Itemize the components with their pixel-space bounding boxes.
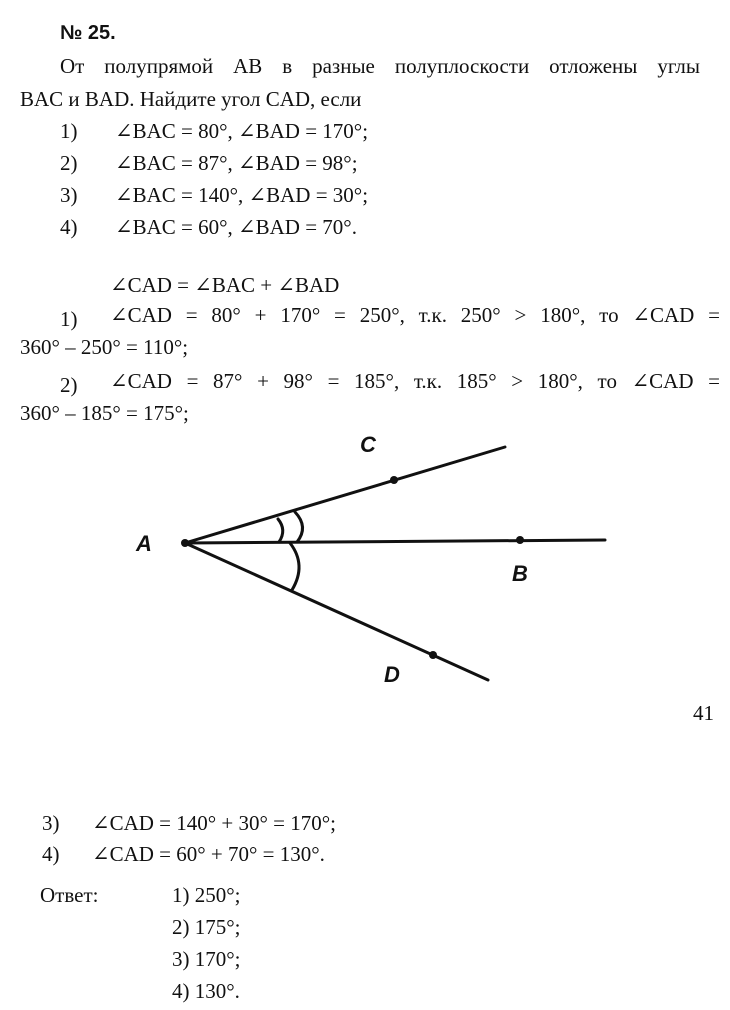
point-b bbox=[516, 536, 524, 544]
label-b: B bbox=[512, 561, 528, 586]
answer-label: Ответ: bbox=[40, 883, 99, 907]
step-4-text: ∠CAD = 60° + 70° = 130°. bbox=[92, 842, 325, 866]
answer-item-1: 1) 250°; bbox=[172, 883, 241, 907]
case-3-number: 3) bbox=[60, 183, 78, 207]
label-d: D bbox=[384, 662, 400, 687]
ray-ab bbox=[185, 540, 605, 543]
problem-statement-line2: BAC и BAD. Найдите угол CAD, если bbox=[20, 87, 362, 111]
step-1-number: 1) bbox=[60, 307, 78, 331]
problem-number: № 25. bbox=[60, 22, 116, 44]
label-a: A bbox=[136, 531, 152, 556]
arc-bac-inner bbox=[278, 519, 283, 542]
step-2-line2: 360° – 185° = 175°; bbox=[20, 401, 189, 425]
answer-item-2: 2) 175°; bbox=[172, 915, 241, 939]
arc-bad bbox=[290, 543, 299, 590]
ray-ac bbox=[185, 447, 505, 543]
case-4-text: ∠BAC = 60°, ∠BAD = 70°. bbox=[115, 215, 357, 239]
answer-item-4: 4) 130°. bbox=[172, 979, 240, 1003]
case-2-number: 2) bbox=[60, 151, 78, 175]
point-a bbox=[181, 539, 189, 547]
label-c: C bbox=[360, 432, 376, 457]
case-2-text: ∠BAC = 87°, ∠BAD = 98°; bbox=[115, 151, 358, 175]
point-d bbox=[429, 651, 437, 659]
answer-item-3: 3) 170°; bbox=[172, 947, 241, 971]
step-2-number: 2) bbox=[60, 373, 78, 397]
step-3-number: 3) bbox=[42, 811, 60, 835]
case-1-text: ∠BAC = 80°, ∠BAD = 170°; bbox=[115, 119, 369, 143]
ray-ad bbox=[185, 543, 488, 680]
case-4-number: 4) bbox=[60, 215, 78, 239]
point-c bbox=[390, 476, 398, 484]
problem-statement-line1: От полупрямой AB в разные полуплоскости отложены углы bbox=[60, 54, 700, 78]
page-number: 41 bbox=[693, 701, 714, 725]
step-1-line2: 360° – 250° = 110°; bbox=[20, 335, 189, 359]
solution-formula: ∠CAD = ∠BAC + ∠BAD bbox=[110, 273, 340, 297]
case-3-text: ∠BAC = 140°, ∠BAD = 30°; bbox=[115, 183, 369, 207]
step-2-line1: ∠CAD = 87° + 98° = 185°, т.к. 185° > 180°, то ∠CAD = bbox=[110, 369, 720, 393]
step-4-number: 4) bbox=[42, 842, 60, 866]
case-1-number: 1) bbox=[60, 119, 78, 143]
step-3-text: ∠CAD = 140° + 30° = 170°; bbox=[92, 811, 336, 835]
step-1-line1: ∠CAD = 80° + 170° = 250°, т.к. 250° > 180°, то ∠CAD = bbox=[110, 303, 720, 327]
arc-bac-outer bbox=[295, 512, 303, 542]
